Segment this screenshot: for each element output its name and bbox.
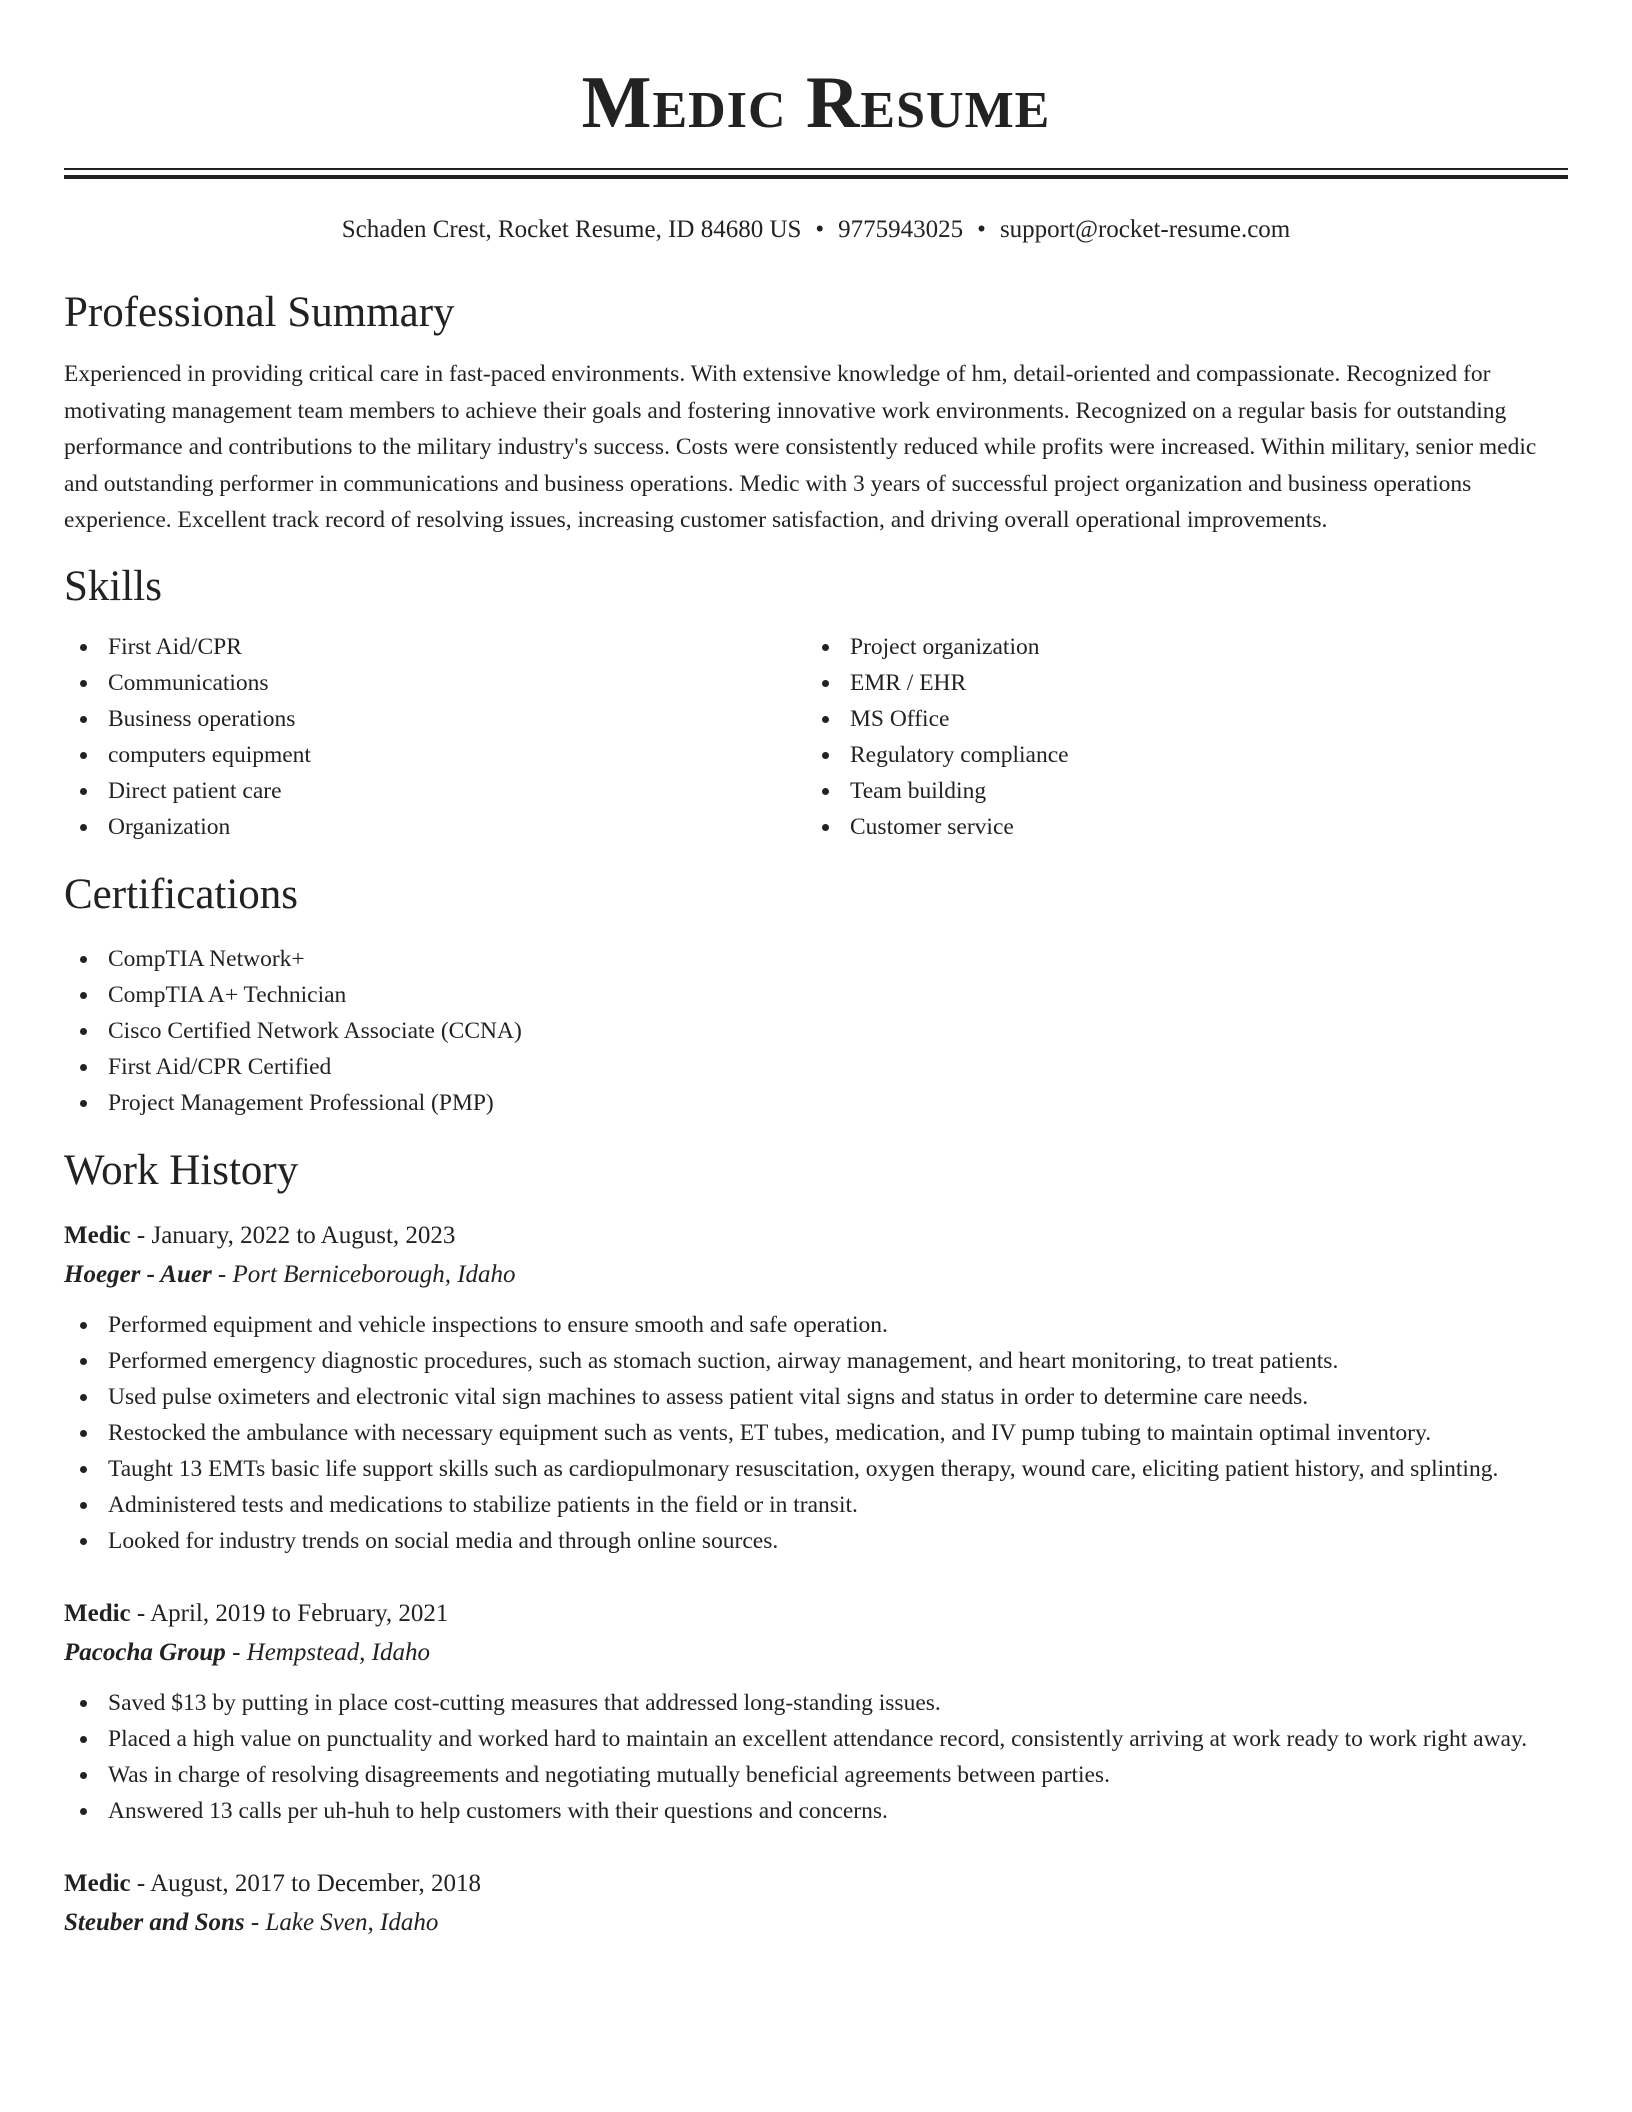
job-duty: Restocked the ambulance with necessary equipment such as vents, ET tubes, medication, and IV pump tubing to maintain optimal inventory. [64,1415,1568,1451]
skill-item: MS Office [806,701,1548,737]
job-duty: Administered tests and medications to stabilize patients in the field or in transit. [64,1487,1568,1523]
job-duty: Was in charge of resolving disagreements and negotiating mutually beneficial agreements between parties. [64,1757,1568,1793]
job-location: Hempstead, Idaho [246,1638,430,1666]
title-rule-thick [64,175,1568,179]
contact-line [64,213,1568,247]
job-duties-list [64,1307,1568,1559]
job-title-line: Medic - August, 2017 to December, 2018 [64,1869,481,1897]
job-duties-list [64,1685,1568,1829]
company-line: Pacocha Group - Hempstead, Idaho [64,1638,430,1666]
certification-item: CompTIA A+ Technician [64,977,1568,1013]
certification-item: Project Management Professional (PMP) [64,1085,1568,1121]
skill-item: EMR / EHR [806,665,1548,701]
job-location: Lake Sven, Idaho [265,1908,439,1936]
contact-separator: • [815,216,825,243]
job-duty: Looked for industry trends on social media and through online sources. [64,1523,1568,1559]
skill-item: Organization [64,809,806,845]
company-name: Pacocha Group [64,1638,226,1666]
job-duty: Performed emergency diagnostic procedures, such as stomach suction, airway management, and heart monitoring, to treat patients. [64,1343,1568,1379]
job-duty: Used pulse oximeters and electronic vital sign machines to assess patient vital signs and status in order to determine care needs. [64,1379,1568,1415]
summary-text: Experienced in providing critical care in fast-paced environments. With extensive knowledge of hm, detail-oriented and compassionate. Recognized for motivating management team members to achieve their goals and fostering innovative work environments. Recognized on a regular basis for outstanding performance and contributions to the military industry's success. Costs were consistently reduced while profits were increased. Within military, senior medic and outstanding performer in communications and business operations. Medic with 3 years of successful project organization and business operations experience. Excellent track record of resolving issues, increasing customer satisfaction, and driving overall operational improvements. [64,361,1537,534]
skill-item: Direct patient care [64,773,806,809]
work-history-heading: Work History [64,1146,299,1194]
job-entry [64,1595,1568,1829]
contact-phone: 9775943025 [838,216,964,243]
job-duty: Taught 13 EMTs basic life support skills such as cardiopulmonary resuscitation, oxygen therapy, wound care, eliciting patient history, and splinting. [64,1451,1568,1487]
job-title-line: Medic - January, 2022 to August, 2023 [64,1221,456,1249]
job-dates: April, 2019 to February, 2021 [150,1599,449,1627]
skills-list-left [64,629,806,845]
skill-item: Team building [806,773,1548,809]
skills-grid [64,629,1568,845]
job-duty: Saved $13 by putting in place cost-cutting measures that addressed long-standing issues. [64,1685,1568,1721]
job-title-line: Medic - April, 2019 to February, 2021 [64,1599,449,1627]
job-title: Medic [64,1599,131,1627]
job-location: Port Berniceborough, Idaho [232,1260,516,1288]
title-rule-thin [64,168,1568,170]
job-entry [64,1865,1568,1943]
job-entry [64,1217,1568,1559]
skill-item: Communications [64,665,806,701]
certification-item: Cisco Certified Network Associate (CCNA) [64,1013,1568,1049]
company-name: Steuber and Sons [64,1908,245,1936]
job-duty: Answered 13 calls per uh-huh to help customers with their questions and concerns. [64,1793,1568,1829]
company-line: Steuber and Sons - Lake Sven, Idaho [64,1908,439,1936]
certifications-heading: Certifications [64,870,299,918]
skill-item: Project organization [806,629,1548,665]
contact-separator: • [977,216,986,243]
skills-heading: Skills [64,562,162,610]
resume-title: Medic Resume [581,62,1051,144]
job-duty: Performed equipment and vehicle inspections to ensure smooth and safe operation. [64,1307,1568,1343]
job-dates: August, 2017 to December, 2018 [150,1869,481,1897]
job-title: Medic [64,1869,131,1897]
job-dates: January, 2022 to August, 2023 [151,1221,456,1249]
summary-heading: Professional Summary [64,289,455,336]
skill-item: Customer service [806,809,1548,845]
certification-item: First Aid/CPR Certified [64,1049,1568,1085]
skill-item: First Aid/CPR [64,629,806,665]
certification-item: CompTIA Network+ [64,941,1568,977]
contact-address: Schaden Crest, Rocket Resume, ID 84680 US [341,216,802,243]
company-name: Hoeger - Auer [64,1260,212,1288]
skill-item: Business operations [64,701,806,737]
skill-item: computers equipment [64,737,806,773]
company-line: Hoeger - Auer - Port Berniceborough, Idaho [64,1260,516,1288]
skill-item: Regulatory compliance [806,737,1548,773]
skills-list-right [806,629,1548,845]
job-duty: Placed a high value on punctuality and worked hard to maintain an excellent attendance record, consistently arriving at work ready to work right away. [64,1721,1568,1757]
certifications-list [64,941,1568,1121]
contact-email: support@rocket-resume.com [999,216,1291,243]
job-title: Medic [64,1221,131,1249]
